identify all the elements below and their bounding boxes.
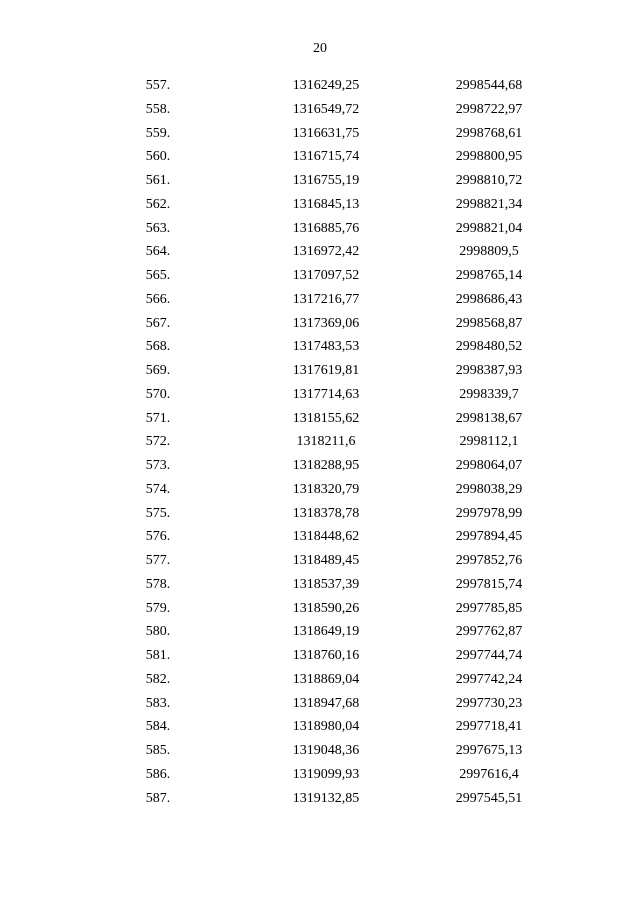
point-number: 578.	[145, 576, 171, 592]
table-row	[0, 264, 640, 288]
y-coordinate: 2997815,74	[455, 576, 523, 592]
x-coordinate: 1318947,68	[292, 695, 360, 711]
x-coordinate: 1318590,26	[292, 600, 360, 616]
point-number: 561.	[145, 173, 171, 188]
table-row	[0, 692, 640, 716]
x-coordinate: 1317097,52	[292, 268, 360, 283]
table-row	[0, 383, 640, 407]
y-coordinate: 2997545,51	[455, 790, 523, 806]
table-row	[0, 739, 640, 763]
table-row	[0, 98, 640, 122]
y-coordinate: 2998809,5	[459, 244, 519, 260]
y-coordinate: 2998038,29	[455, 481, 523, 497]
table-row	[0, 549, 640, 573]
point-number: 582.	[145, 671, 171, 687]
y-coordinate: 2998568,87	[455, 315, 523, 331]
table-row	[0, 597, 640, 621]
x-coordinate: 1319048,36	[292, 743, 360, 758]
x-coordinate: 1318649,19	[292, 624, 360, 640]
coordinate-table	[0, 74, 640, 810]
point-number: 573.	[145, 458, 171, 473]
table-row	[0, 407, 640, 431]
x-coordinate: 1318155,62	[292, 410, 360, 426]
point-number: 576.	[145, 529, 171, 545]
point-number: 583.	[145, 695, 171, 711]
y-coordinate: 2998821,34	[455, 196, 523, 212]
table-row	[0, 240, 640, 264]
point-number: 572.	[145, 434, 171, 450]
point-number: 566.	[145, 291, 171, 307]
y-coordinate: 2997978,99	[455, 505, 523, 521]
point-number: 557.	[145, 78, 171, 93]
y-coordinate: 2997785,85	[455, 600, 523, 616]
y-coordinate: 2997616,4	[459, 766, 519, 782]
table-row	[0, 193, 640, 217]
x-coordinate: 1316549,72	[292, 101, 360, 117]
point-number: 587.	[145, 790, 171, 806]
y-coordinate: 2998480,52	[455, 339, 523, 355]
table-row	[0, 502, 640, 526]
point-number: 568.	[145, 339, 171, 355]
y-coordinate: 2998064,07	[455, 458, 523, 473]
point-number: 571.	[145, 410, 171, 426]
y-coordinate: 2997894,45	[455, 529, 523, 545]
point-number: 580.	[145, 624, 171, 640]
x-coordinate: 1319099,93	[292, 766, 360, 782]
x-coordinate: 1318489,45	[292, 553, 360, 568]
x-coordinate: 1318448,62	[292, 529, 360, 545]
x-coordinate: 1316972,42	[292, 244, 360, 260]
y-coordinate: 2998821,04	[455, 220, 523, 236]
point-number: 560.	[145, 149, 171, 165]
y-coordinate: 2997718,41	[455, 719, 523, 735]
x-coordinate: 1318211,6	[296, 434, 356, 450]
x-coordinate: 1316845,13	[292, 196, 360, 212]
y-coordinate: 2998387,93	[455, 363, 523, 378]
table-row	[0, 169, 640, 193]
table-row	[0, 644, 640, 668]
y-coordinate: 2998112,1	[459, 434, 519, 450]
x-coordinate: 1318378,78	[292, 505, 360, 521]
y-coordinate: 2998800,95	[455, 149, 523, 165]
point-number: 567.	[145, 315, 171, 331]
x-coordinate: 1318869,04	[292, 671, 360, 687]
table-row	[0, 763, 640, 787]
y-coordinate: 2997742,24	[455, 671, 523, 687]
x-coordinate: 1316885,76	[292, 220, 360, 236]
point-number: 586.	[145, 766, 171, 782]
table-row	[0, 217, 640, 241]
point-number: 581.	[145, 648, 171, 663]
table-row	[0, 288, 640, 312]
y-coordinate: 2998686,43	[455, 291, 523, 307]
x-coordinate: 1316249,25	[292, 78, 360, 93]
x-coordinate: 1317369,06	[292, 315, 360, 331]
point-number: 579.	[145, 600, 171, 616]
x-coordinate: 1318760,16	[292, 648, 360, 663]
x-coordinate: 1317619,81	[292, 363, 360, 378]
x-coordinate: 1316631,75	[292, 125, 360, 141]
y-coordinate: 2997744,74	[455, 648, 523, 663]
y-coordinate: 2998138,67	[455, 410, 523, 426]
point-number: 569.	[145, 363, 171, 378]
x-coordinate: 1318980,04	[292, 719, 360, 735]
table-row	[0, 715, 640, 739]
x-coordinate: 1318288,95	[292, 458, 360, 473]
y-coordinate: 2998768,61	[455, 125, 523, 141]
table-row	[0, 145, 640, 169]
x-coordinate: 1317714,63	[292, 386, 360, 402]
point-number: 570.	[145, 386, 171, 402]
y-coordinate: 2998722,97	[455, 101, 523, 117]
point-number: 584.	[145, 719, 171, 735]
point-number: 563.	[145, 220, 171, 236]
point-number: 574.	[145, 481, 171, 497]
y-coordinate: 2998544,68	[455, 78, 523, 93]
table-row	[0, 525, 640, 549]
point-number: 575.	[145, 505, 171, 521]
point-number: 564.	[145, 244, 171, 260]
table-row	[0, 620, 640, 644]
x-coordinate: 1317216,77	[292, 291, 360, 307]
y-coordinate: 2997730,23	[455, 695, 523, 711]
x-coordinate: 1317483,53	[292, 339, 360, 355]
table-row	[0, 668, 640, 692]
point-number: 562.	[145, 196, 171, 212]
table-row	[0, 430, 640, 454]
table-row	[0, 312, 640, 336]
point-number: 559.	[145, 125, 171, 141]
x-coordinate: 1319132,85	[292, 790, 360, 806]
x-coordinate: 1316755,19	[292, 173, 360, 188]
y-coordinate: 2998339,7	[459, 386, 519, 402]
point-number: 565.	[145, 268, 171, 283]
y-coordinate: 2998765,14	[455, 268, 523, 283]
y-coordinate: 2997675,13	[455, 743, 523, 758]
table-row	[0, 359, 640, 383]
x-coordinate: 1318537,39	[292, 576, 360, 592]
table-row	[0, 478, 640, 502]
x-coordinate: 1318320,79	[292, 481, 360, 497]
y-coordinate: 2998810,72	[455, 173, 523, 188]
x-coordinate: 1316715,74	[292, 149, 360, 165]
table-row	[0, 74, 640, 98]
point-number: 577.	[145, 553, 171, 568]
table-row	[0, 573, 640, 597]
y-coordinate: 2997852,76	[455, 553, 523, 568]
table-row	[0, 454, 640, 478]
page-number: 20	[313, 41, 327, 56]
table-row	[0, 122, 640, 146]
table-row	[0, 335, 640, 359]
y-coordinate: 2997762,87	[455, 624, 523, 640]
point-number: 585.	[145, 743, 171, 758]
table-row	[0, 787, 640, 811]
point-number: 558.	[145, 101, 171, 117]
